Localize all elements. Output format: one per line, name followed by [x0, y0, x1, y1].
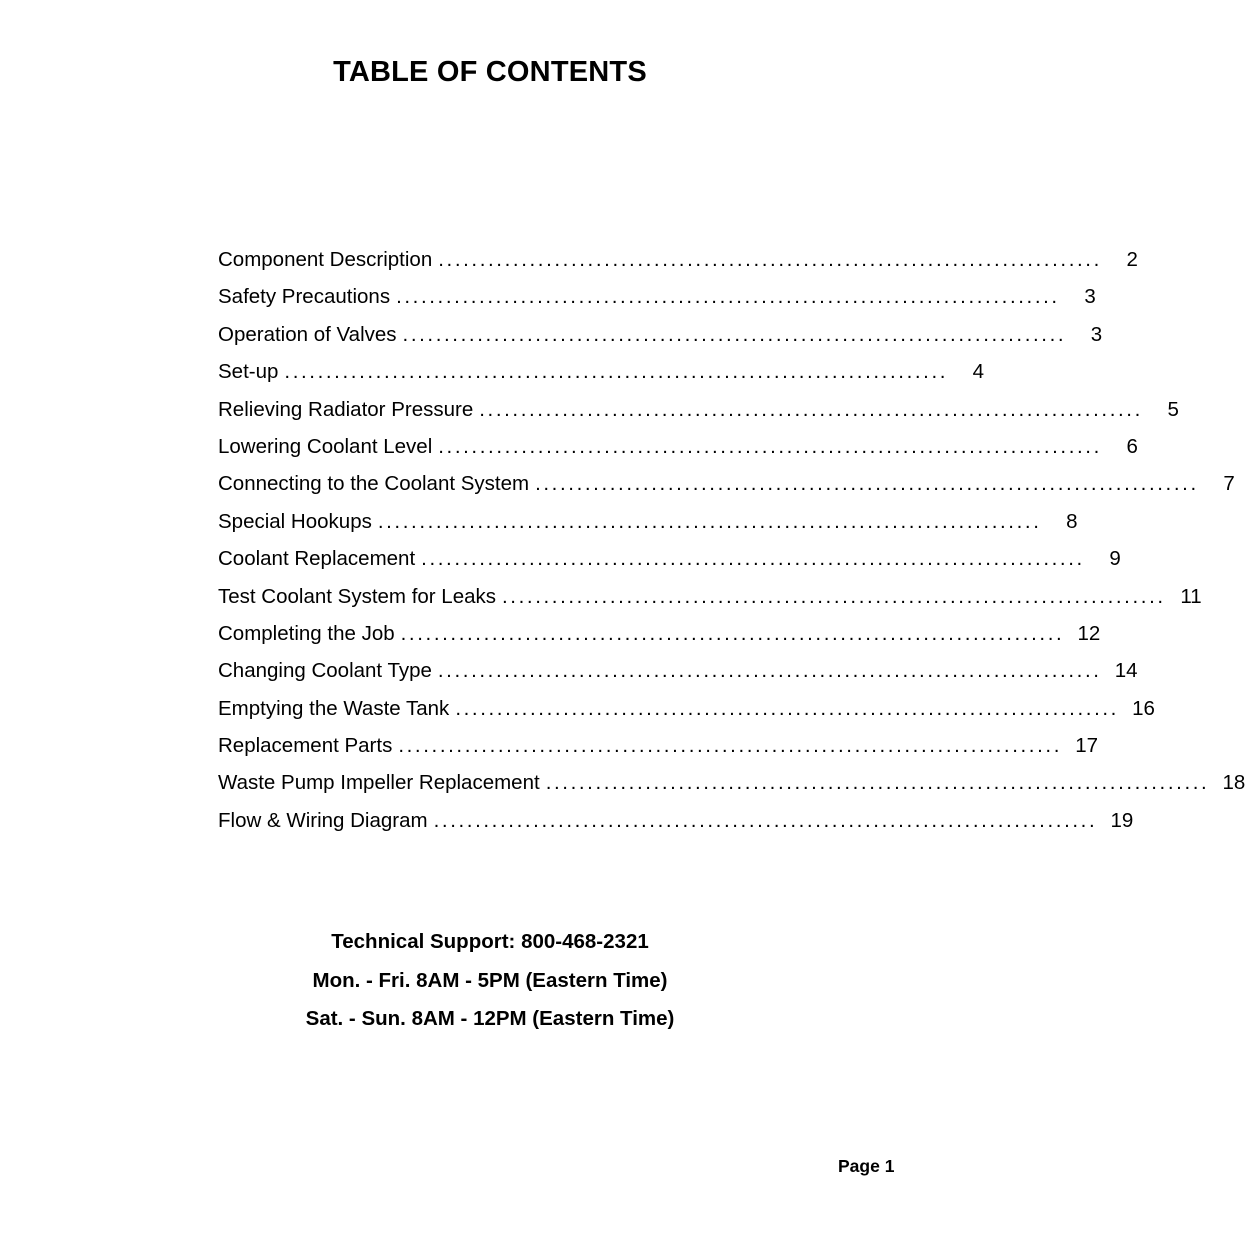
toc-entry: [218, 584, 1202, 622]
support-weekend-hours: Sat. - Sun. 8AM - 12PM (Eastern Time): [305, 1007, 675, 1030]
toc-entry: [218, 322, 1103, 360]
toc-leader-dots: ................................................................................: [455, 696, 1119, 720]
toc-entry-label: Component Description: [218, 248, 433, 271]
toc-entry-label: Safety Precautions: [218, 285, 391, 309]
toc-leader-dots: ................................................................................: [400, 621, 1065, 645]
toc-leader-dots: ................................................................................: [545, 771, 1210, 795]
toc-entry: [218, 547, 1121, 584]
support-weekday-hours: Mon. - Fri. 8AM - 5PM (Eastern Time): [312, 968, 668, 992]
page-number: Page 1: [838, 1156, 895, 1176]
toc-entry-page: 6: [1126, 434, 1138, 458]
toc-leader-dots: ................................................................................: [502, 584, 1166, 608]
toc-entry: [218, 734, 1098, 771]
toc-entry-label: Coolant Replacement: [218, 547, 416, 571]
toc-entry: [218, 808, 1134, 846]
toc-entry: [218, 285, 1096, 322]
toc-entry-label: Changing Coolant Type: [218, 659, 432, 683]
toc-leader-dots: ................................................................................: [402, 322, 1067, 346]
toc-entry-label: Waste Pump Impeller Replacement: [218, 771, 540, 795]
toc-entry-label: Test Coolant System for Leaks: [218, 584, 497, 608]
toc-entry-page: 18: [1222, 771, 1245, 795]
toc-entry-label: Relieving Radiator Pressure: [218, 397, 474, 421]
toc-entry-label: Replacement Parts: [218, 734, 393, 758]
toc-leader-dots: ................................................................................: [437, 659, 1102, 683]
toc-leader-dots: ................................................................................: [421, 547, 1085, 571]
toc-entry-page: 9: [1109, 547, 1121, 571]
toc-leader-dots: ................................................................................: [398, 734, 1062, 758]
toc-entry-label: Completing the Job: [218, 621, 395, 645]
toc-leader-dots: ................................................................................: [535, 472, 1199, 496]
toc-leader-dots: ................................................................................: [438, 248, 1102, 271]
toc-entry-page: 17: [1075, 734, 1098, 758]
toc-entry-page: 16: [1132, 696, 1155, 720]
toc-entry-page: 4: [972, 360, 985, 384]
toc-entry-page: 2: [1126, 248, 1138, 271]
toc-entry: [218, 360, 985, 397]
toc-leader-dots: ................................................................................: [396, 285, 1060, 309]
toc-entry-page: 5: [1167, 397, 1179, 421]
toc-entry: [218, 434, 1138, 472]
toc-entry: [218, 659, 1138, 696]
support-phone: Technical Support: 800-468-2321: [331, 930, 649, 953]
toc-entry-label: Lowering Coolant Level: [218, 434, 433, 458]
toc-entry: [218, 621, 1101, 659]
toc-entry-page: 8: [1066, 509, 1078, 533]
toc-entry-page: 19: [1110, 808, 1134, 832]
toc-leader-dots: ................................................................................: [377, 509, 1042, 533]
toc-entry: [218, 696, 1155, 734]
toc-leader-dots: ................................................................................: [284, 360, 949, 384]
toc-entry-page: 12: [1077, 621, 1101, 645]
page-title: TABLE OF CONTENTS: [333, 56, 647, 88]
toc-entry: [218, 509, 1078, 547]
toc-entry: [218, 472, 1235, 509]
toc-entry-page: 11: [1180, 584, 1202, 608]
toc-entry-page: 14: [1114, 659, 1138, 683]
toc-entry: [218, 248, 1138, 285]
toc-entry: [218, 397, 1179, 435]
toc-leader-dots: ................................................................................: [433, 808, 1098, 832]
toc-entry-label: Special Hookups: [218, 509, 372, 533]
toc-entry: [218, 771, 1245, 808]
toc-entry-label: Emptying the Waste Tank: [218, 696, 450, 720]
toc-entry-label: Operation of Valves: [218, 322, 397, 346]
toc-entry-page: 3: [1090, 322, 1103, 346]
table-of-contents: [218, 248, 1245, 846]
toc-leader-dots: ................................................................................: [479, 397, 1143, 421]
toc-entry-label: Flow & Wiring Diagram: [218, 808, 428, 832]
toc-entry-label: Set-up: [218, 360, 279, 384]
technical-support-block: [0, 926, 980, 1042]
toc-leader-dots: ................................................................................: [438, 434, 1102, 458]
toc-entry-page: 7: [1223, 472, 1235, 496]
toc-entry-page: 3: [1084, 285, 1096, 309]
toc-entry-label: Connecting to the Coolant System: [218, 472, 530, 496]
